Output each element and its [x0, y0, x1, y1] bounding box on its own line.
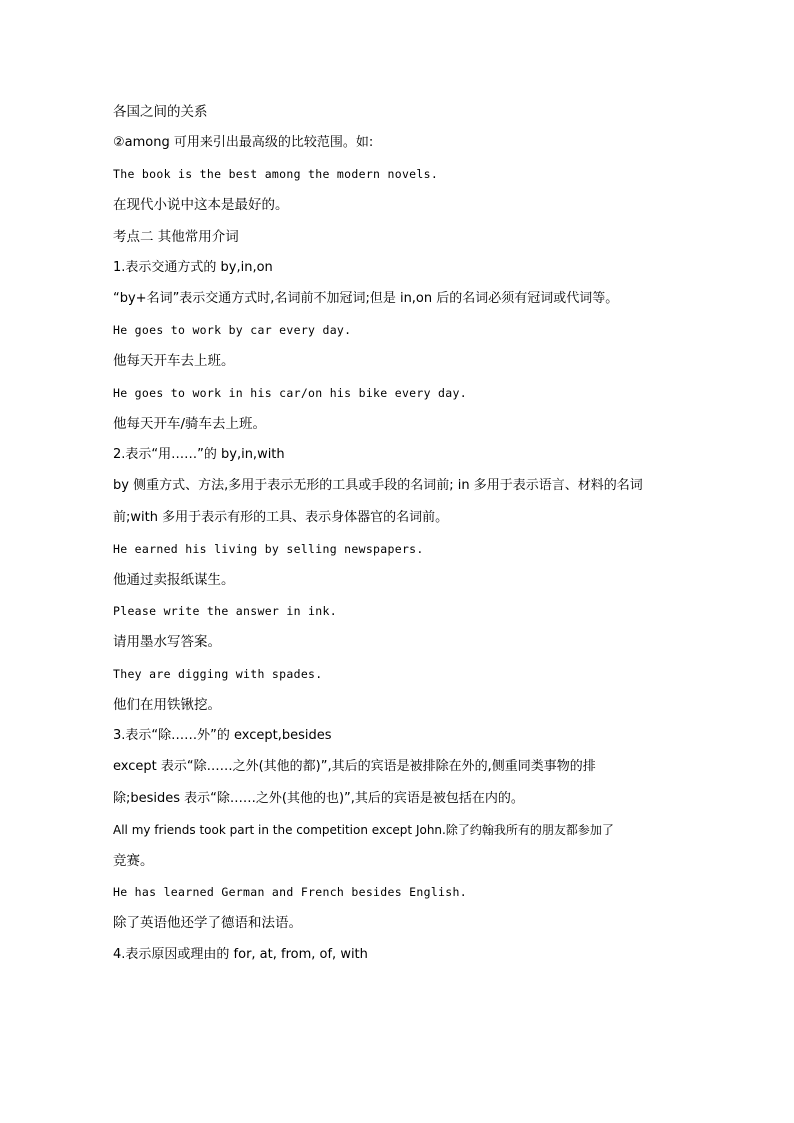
example-sentence-en: The book is the best among the modern novels. — [113, 167, 439, 181]
subheading-except: 3.表示“除……外”的 except,besides — [113, 728, 332, 743]
example-sentence-en: He earned his living by selling newspapers. — [113, 542, 424, 556]
section-heading: 考点二 其他常用介词 — [113, 229, 239, 245]
example-sentence-en: Please write the answer in ink. — [113, 604, 337, 618]
example-sentence-mixed: All my friends took part in the competition except John.除了约翰我所有的朋友都参加了 — [113, 823, 614, 837]
text-line-among-rule: ②among 可用来引出最高级的比较范围。如: — [113, 135, 374, 150]
example-translation-zh: 他每天开车/骑车去上班。 — [113, 416, 267, 432]
example-translation-zh: 他通过卖报纸谋生。 — [113, 572, 235, 588]
subheading-transport: 1.表示交通方式的 by,in,on — [113, 260, 273, 275]
text-line-continuation: 竞赛。 — [113, 853, 154, 869]
example-sentence-en: He goes to work in his car/on his bike every day. — [113, 386, 467, 400]
text-line-continuation: 各国之间的关系 — [113, 104, 208, 120]
text-line-rule: “by+名词”表示交通方式时,名词前不加冠词;但是 in,on 后的名词必须有冠词或代词等。 — [113, 291, 619, 306]
example-sentence-en: He goes to work by car every day. — [113, 323, 352, 337]
example-translation-zh: 他每天开车去上班。 — [113, 353, 235, 369]
text-line-rule: 前;with 多用于表示有形的工具、表示身体器官的名词前。 — [113, 510, 449, 525]
example-sentence-en: He has learned German and French besides English. — [113, 885, 467, 899]
subheading-means: 2.表示“用……”的 by,in,with — [113, 447, 285, 462]
text-line-rule: by 侧重方式、方法,多用于表示无形的工具或手段的名词前; in 多用于表示语言、材料的名词 — [113, 478, 643, 493]
example-sentence-en: They are digging with spades. — [113, 667, 323, 681]
subheading-reason: 4.表示原因或理由的 for, at, from, of, with — [113, 947, 368, 962]
text-line-rule: except 表示“除……之外(其他的都)”,其后的宾语是被排除在外的,侧重同类事物的排 — [113, 759, 596, 774]
example-translation-zh: 请用墨水写答案。 — [113, 634, 221, 650]
example-translation-zh: 除了英语他还学了德语和法语。 — [113, 915, 302, 931]
example-translation-zh: 他们在用铁锹挖。 — [113, 697, 221, 713]
example-translation-zh: 在现代小说中这本是最好的。 — [113, 197, 289, 213]
text-line-rule: 除;besides 表示“除……之外(其他的也)”,其后的宾语是被包括在内的。 — [113, 791, 524, 806]
